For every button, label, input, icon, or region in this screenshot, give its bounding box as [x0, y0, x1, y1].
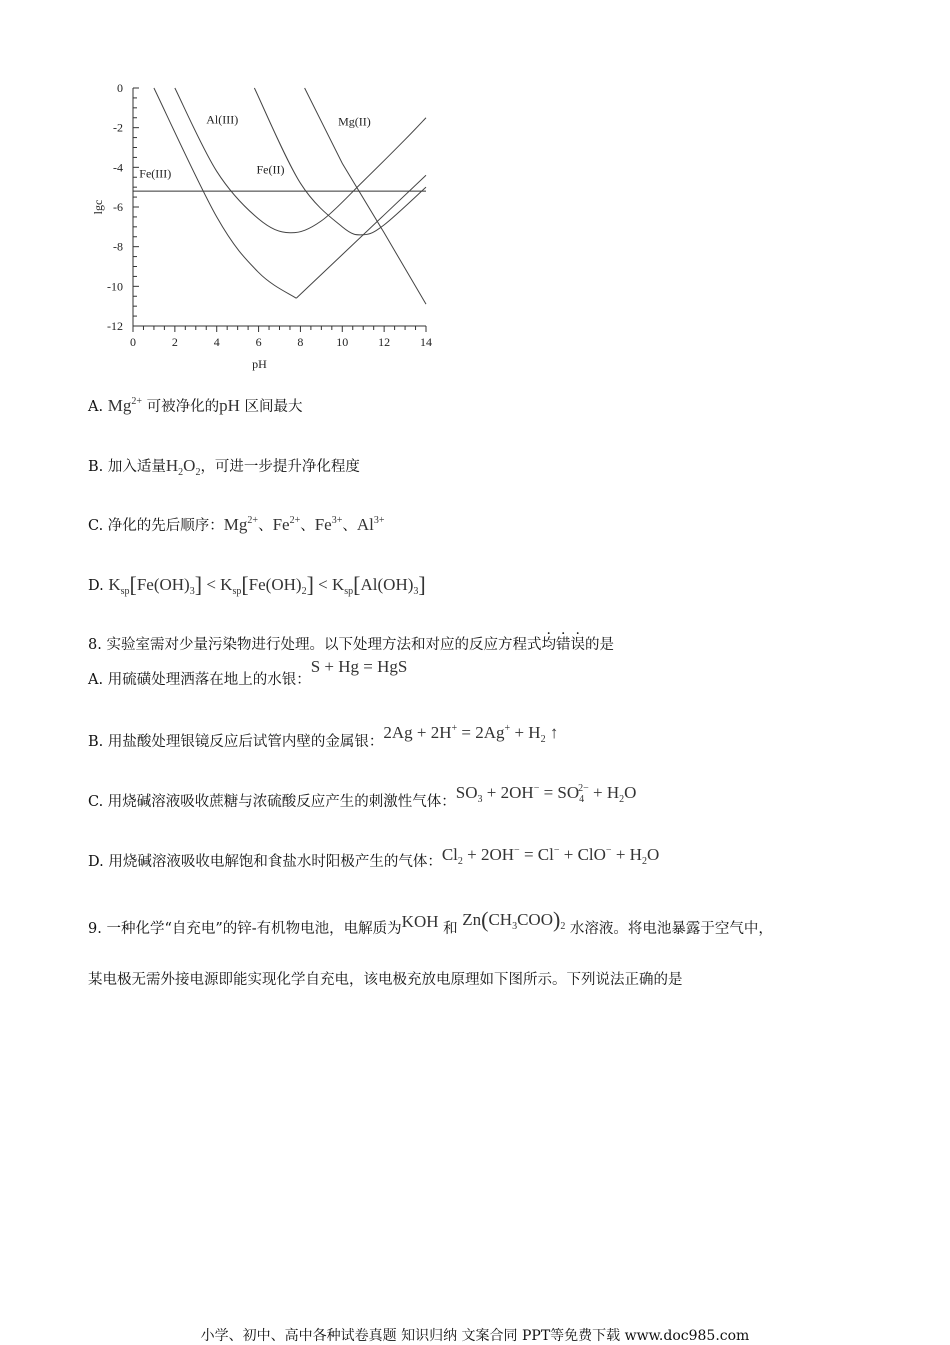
q8-option-a: A. 用硫磺处理洒落在地上的水银：S + Hg = HgS — [88, 657, 408, 688]
option-d: D. $K_{sp}[Fe(OH)_3] < K_{sp}[Fe(OH)_2] < K_{sp}[Al(OH)_3]$ — [88, 572, 426, 597]
y-tick-label: -6 — [113, 200, 123, 214]
x-tick-label: 0 — [130, 335, 136, 349]
q8-option-d: D. 用烧碱溶液吸收电解饱和食盐水时阳极产生的气体：$Cl_2 + 2OH^- = Cl^- + ClO^- + H_2O$ — [88, 845, 660, 870]
x-axis-label: pH — [252, 357, 267, 371]
question-9-line2: 某电极无需外接电源即能实现化学自充电，该电极充放电原理如下图所示。下列说法正确的是 — [88, 972, 683, 988]
y-tick-label: -10 — [107, 279, 123, 294]
x-tick-label: 8 — [297, 335, 304, 349]
y-tick-label: -12 — [107, 319, 123, 333]
series-label-aliii: Al(III) — [206, 112, 239, 127]
y-tick-label: -2 — [113, 120, 123, 135]
chart-plot — [133, 88, 426, 304]
x-tick-label: 2 — [171, 335, 178, 349]
question-8: 8. 实验室需对少量污染物进行处理。以下处理方法和对应的反应方程式均错误的是 — [88, 637, 614, 653]
option-c: C. 净化的先后顺序：$Mg^{2+}$、$Fe^{2+}$、$Fe^{3+}$、$Al^{3+}$ — [88, 515, 385, 534]
series-label-feii: Fe(II) — [256, 162, 285, 177]
x-tick-label: 10 — [336, 335, 349, 349]
x-tick-label: 14 — [420, 335, 432, 349]
q8-option-b: B. 用盐酸处理银镜反应后试管内壁的金属银：$2Ag + 2H^+ = 2Ag^+ + H_2$ ↑ — [88, 723, 559, 750]
option-a: A. $Mg^{2+}$ 可被净化的pH 区间最大 — [88, 396, 303, 415]
y-tick-label: -4 — [113, 160, 123, 175]
q8-option-c: C. 用烧碱溶液吸收蔗糖与浓硫酸反应产生的刺激性气体：$SO_3 + 2OH^- = SO_4^{2-} + H_2O$ — [88, 783, 637, 810]
y-tick-label: -8 — [113, 239, 123, 254]
question-9-line1: 9. 一种化学“自充电”的锌-有机物电池，电解质为KOH 和 $Zn(CH_3COO)_2$ 水溶液。将电池暴露于空气中， — [88, 907, 773, 937]
solubility-chart — [80, 78, 450, 378]
y-tick-label: 0 — [117, 81, 123, 95]
footer: 小学、初中、高中各种试卷真题 知识归纳 文案合同 PPT等免费下载 www.doc985.com — [200, 1328, 750, 1344]
x-tick-label: 6 — [255, 335, 262, 349]
option-b: B. 加入适量$H_2O_2$，可进一步提升净化程度 — [88, 456, 360, 478]
y-axis-label: lgc — [91, 199, 105, 215]
chart-axes — [91, 81, 432, 371]
x-tick-label: 12 — [378, 335, 391, 349]
series-label-mgii: Mg(II) — [338, 114, 371, 129]
x-tick-label: 4 — [213, 335, 220, 349]
series-label-feiii: Fe(III) — [139, 166, 172, 181]
